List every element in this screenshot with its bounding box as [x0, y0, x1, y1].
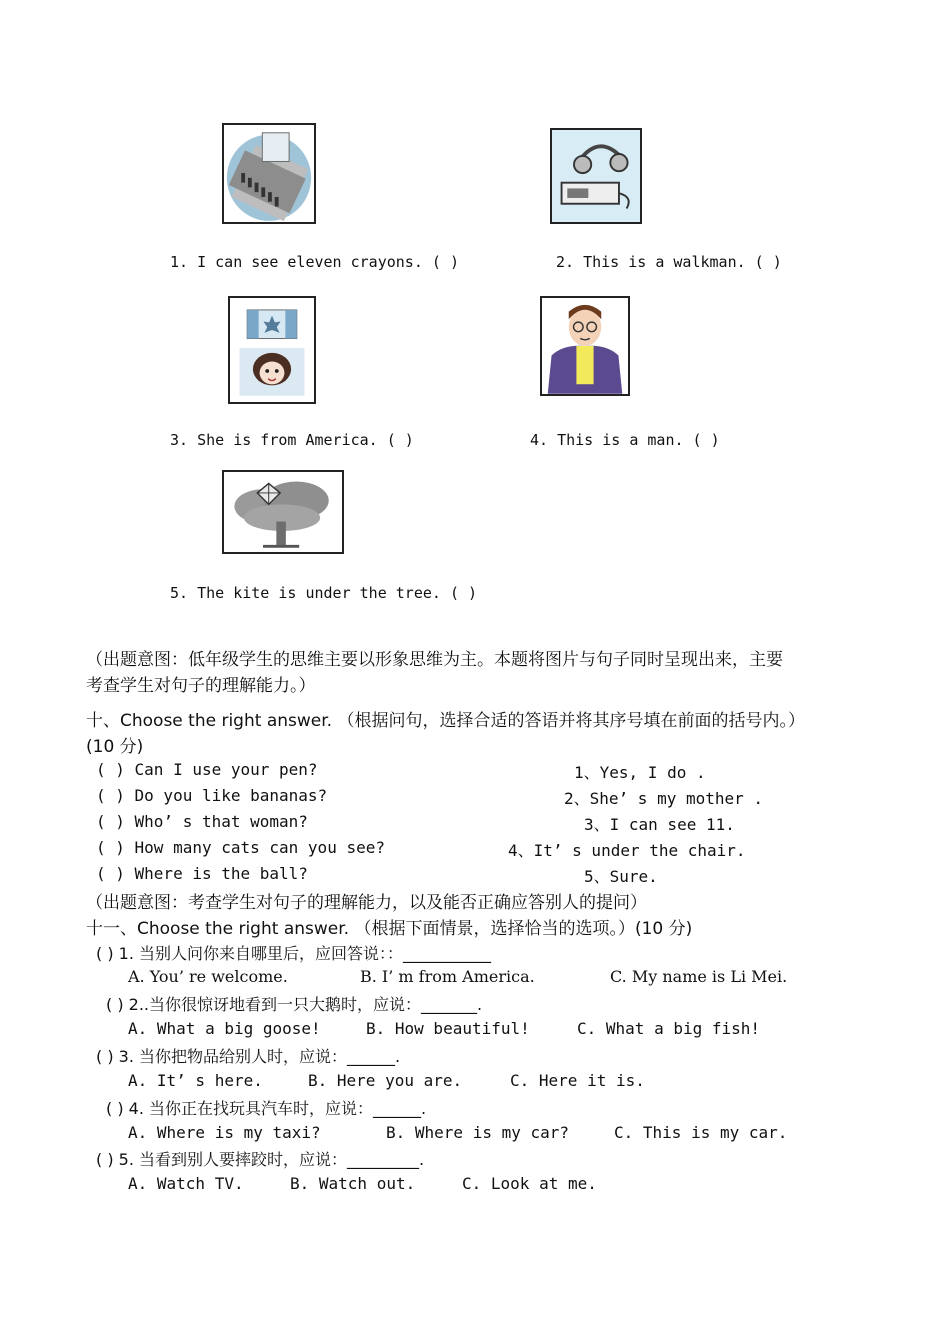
option-c: C. What a big fish! [577, 1019, 761, 1038]
picture-item-5: 5. The kite is under the tree. ( ) [170, 584, 478, 602]
section-10-score: (10 分) [86, 737, 144, 757]
crayons-icon [224, 125, 314, 222]
option-a: A. Where is my taxi? [128, 1123, 321, 1142]
section-11-question-2: ( ) 2..当你很惊讶地看到一只大鹅时，应说：_______. [106, 995, 483, 1014]
walkman-icon [552, 130, 640, 222]
section-10-answer: 5、Sure. [584, 867, 658, 886]
section-10-note: （出题意图：考查学生对句子的理解能力，以及能否正确应答别人的提问） [86, 893, 647, 913]
section-10-answer: 2、She’ s my mother . [564, 789, 764, 808]
walkman-picture [550, 128, 642, 224]
section-11-question-1: ( ) 1. 当别人问你来自哪里后，应回答说：：___________ [96, 944, 492, 963]
option-b: B. Watch out. [290, 1174, 416, 1193]
option-c: C. This is my car. [614, 1123, 788, 1142]
man-picture [540, 296, 630, 396]
section-10-answer: 1、Yes, I do . [574, 763, 706, 782]
option-a: A. You’ re welcome. [128, 967, 288, 986]
intent-note-line-1: （出题意图：低年级学生的思维主要以形象思维为主。本题将图片与句子同时呈现出来，主要 [86, 650, 783, 670]
section-10-answer: 3、I can see 11. [584, 815, 735, 834]
man-icon [542, 298, 628, 394]
section-10-question: ( ) Where is the ball? [96, 864, 308, 883]
section-11-question-4: ( ) 4. 当你正在找玩具汽车时，应说：______. [106, 1099, 427, 1118]
option-b: B. I’ m from America. [360, 967, 535, 986]
picture-item-1: 1. I can see eleven crayons. ( ) [170, 253, 459, 271]
picture-item-2: 2. This is a walkman. ( ) [556, 253, 782, 271]
kite-tree-icon [224, 472, 342, 552]
section-11-question-3: ( ) 3. 当你把物品给别人时，应说：______. [96, 1047, 401, 1066]
option-a: A. What a big goose! [128, 1019, 321, 1038]
intent-note-line-2: 考查学生对句子的理解能力。） [86, 676, 316, 696]
section-10-answer: 4、It’ s under the chair. [508, 841, 746, 860]
section-10-question: ( ) Can I use your pen? [96, 760, 318, 779]
section-10-heading: 十、Choose the right answer. （根据问句，选择合适的答语并将其序号填在前面的括号内。） [86, 711, 805, 731]
section-10-question: ( ) How many cats can you see? [96, 838, 385, 857]
option-a: A. It’ s here. [128, 1071, 263, 1090]
section-10-question: ( ) Who’ s that woman? [96, 812, 308, 831]
section-11-question-5: ( ) 5. 当看到别人要摔跤时，应说：_________. [96, 1150, 425, 1169]
section-11-heading: 十一、Choose the right answer. （根据下面情景，选择恰当的选项。）(10 分) [86, 919, 693, 939]
picture-item-3: 3. She is from America. ( ) [170, 431, 414, 449]
option-a: A. Watch TV. [128, 1174, 244, 1193]
option-b: B. Here you are. [308, 1071, 463, 1090]
picture-item-4: 4. This is a man. ( ) [530, 431, 720, 449]
option-c: C. Here it is. [510, 1071, 645, 1090]
option-b: B. How beautiful! [366, 1019, 530, 1038]
kite-tree-picture [222, 470, 344, 554]
section-10-question: ( ) Do you like bananas? [96, 786, 328, 805]
flag-girl-icon [230, 298, 314, 402]
option-b: B. Where is my car? [386, 1123, 570, 1142]
crayons-picture [222, 123, 316, 224]
option-c: C. My name is Li Mei. [610, 967, 788, 986]
girl-flag-picture [228, 296, 316, 404]
option-c: C. Look at me. [462, 1174, 597, 1193]
